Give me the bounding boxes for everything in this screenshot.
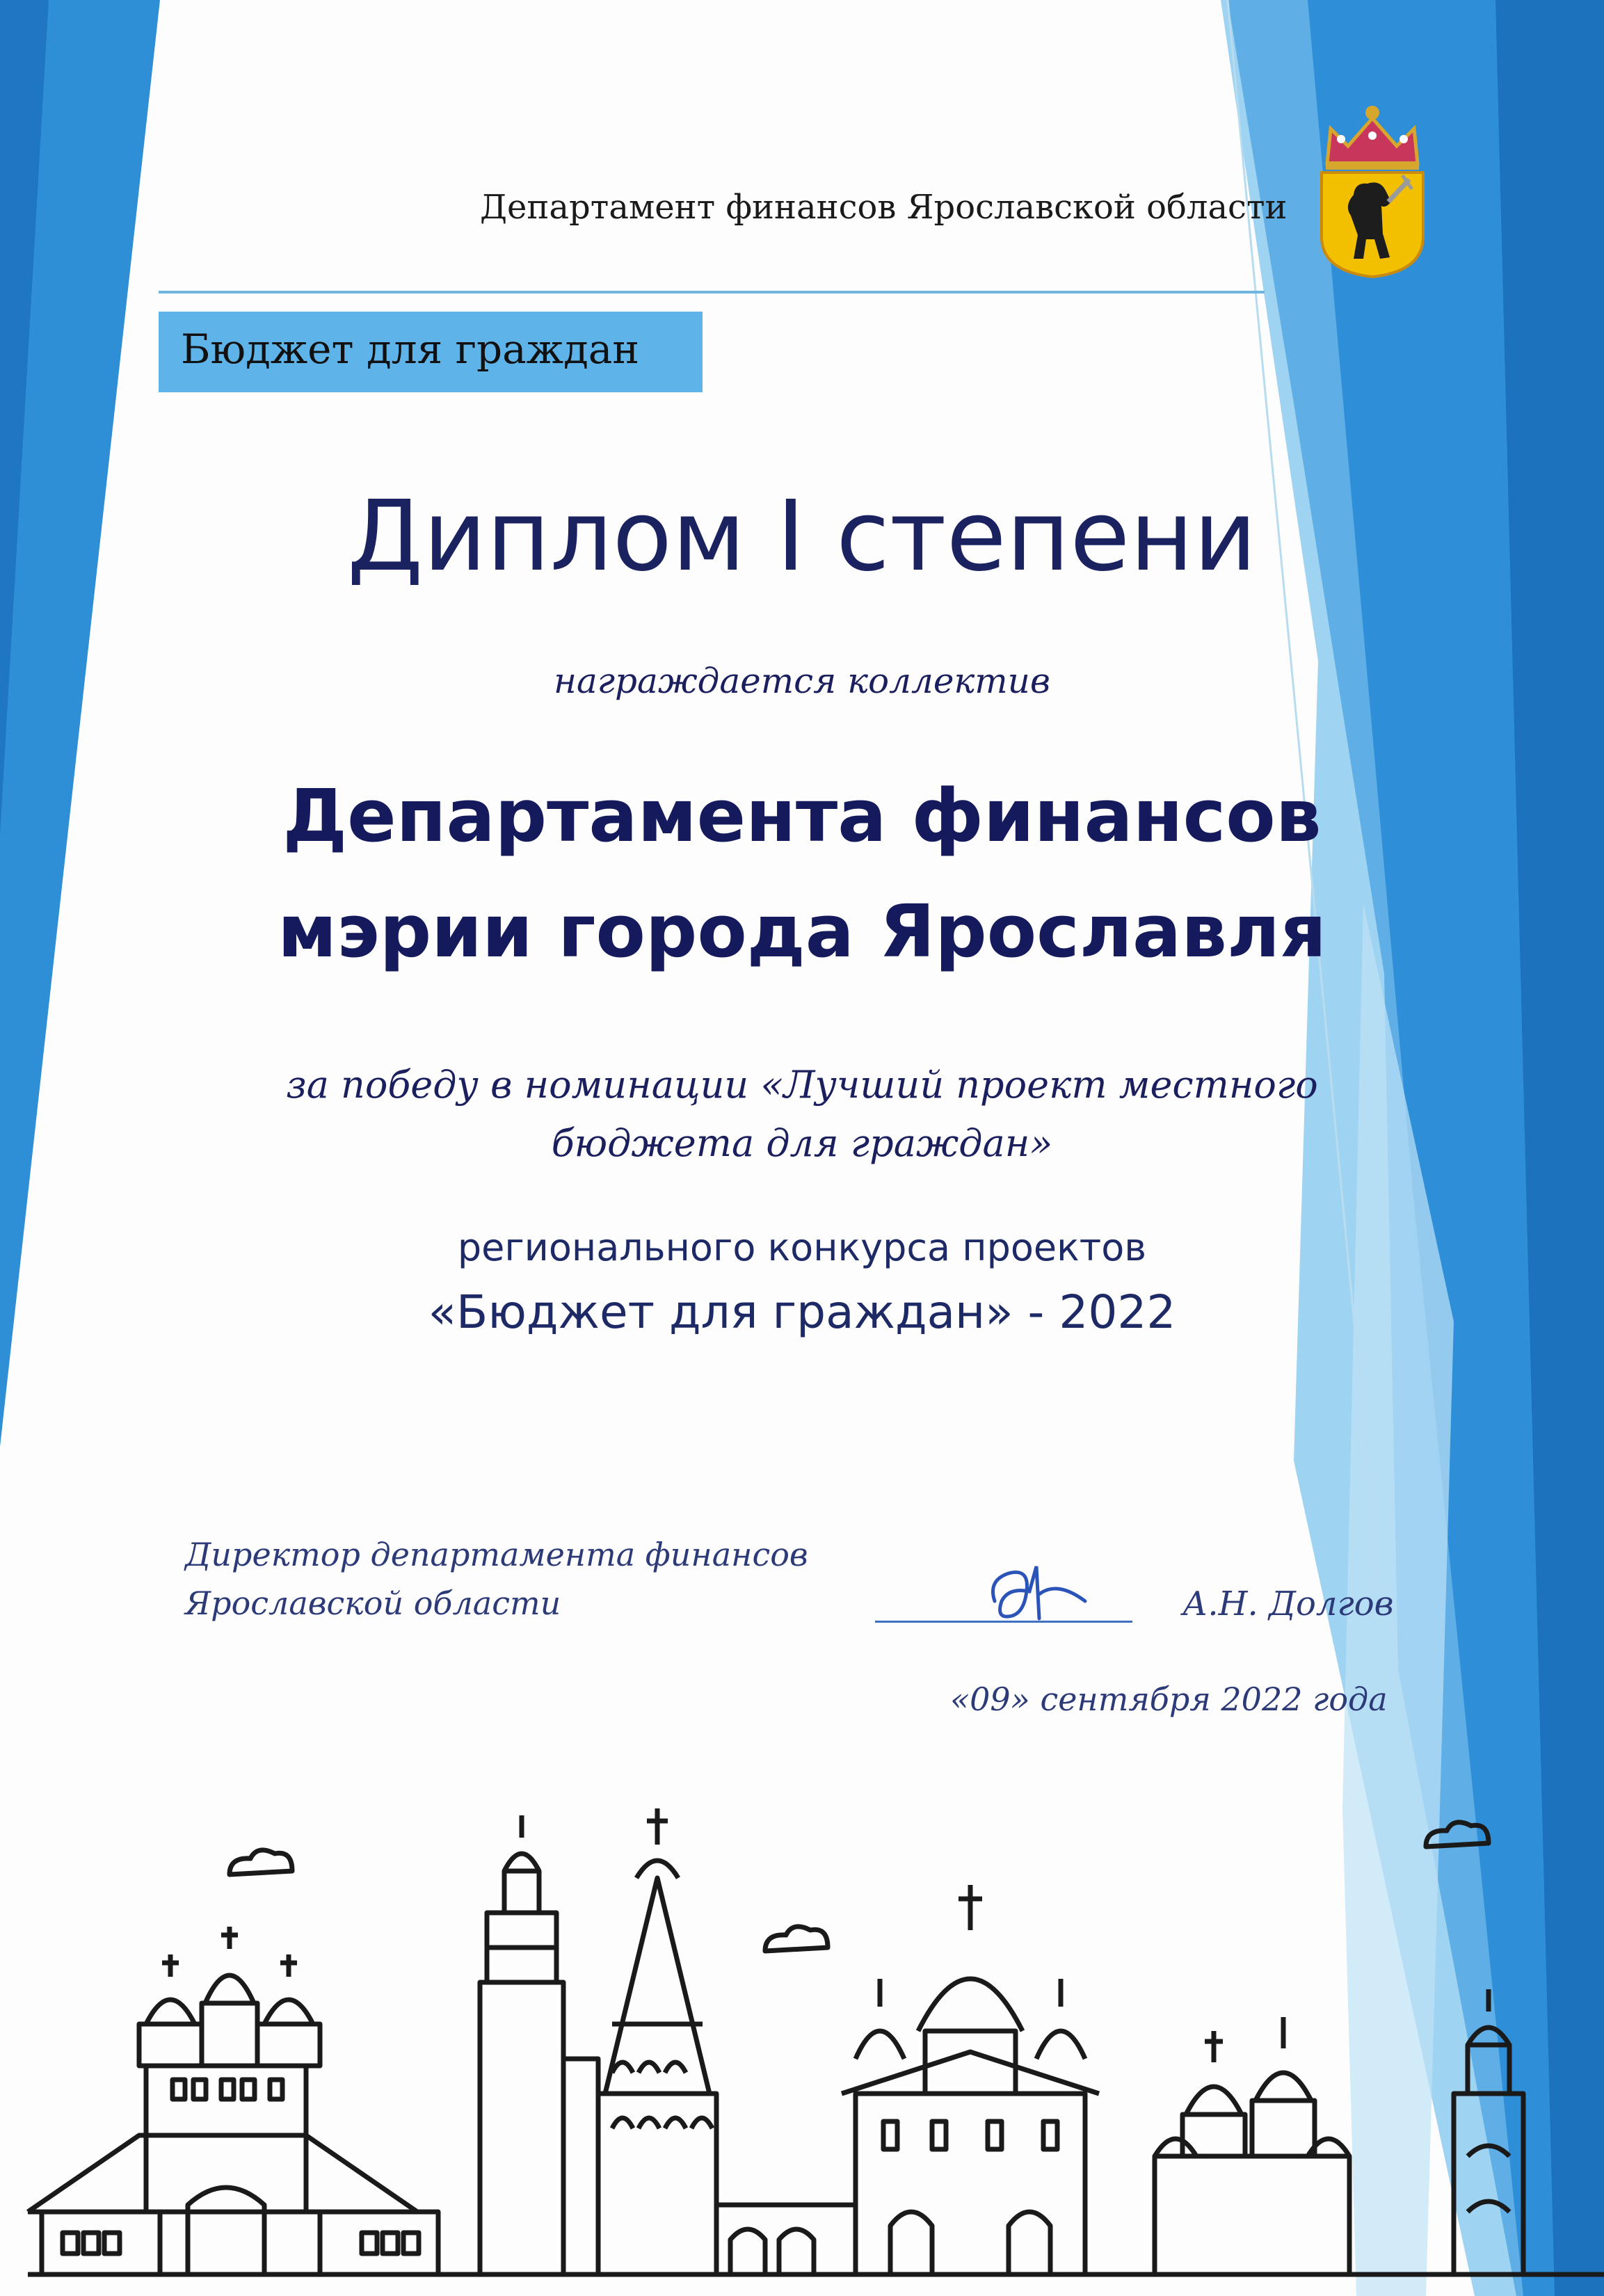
award-intro: награждается коллектив <box>554 661 1050 701</box>
handwritten-signature <box>981 1552 1099 1629</box>
recipient-line-2: мэрии города Ярославля <box>278 889 1326 974</box>
header-organization: Департамент финансов Ярославской области <box>480 188 1288 227</box>
header-divider <box>159 291 1265 294</box>
yaroslavl-coat-of-arms-icon <box>1313 97 1431 278</box>
signer-position-line-2: Ярославской области <box>185 1584 561 1622</box>
signer-name: А.Н. Долгов <box>1182 1584 1394 1623</box>
nomination-line-2: бюджета для граждан» <box>551 1121 1053 1165</box>
nomination-line-1: за победу в номинации «Лучший проект местного <box>286 1063 1318 1107</box>
category-tag-label: Бюджет для граждан <box>181 326 640 373</box>
city-skyline-illustration <box>0 1795 1604 2296</box>
contest-line-2: «Бюджет для граждан» - 2022 <box>428 1285 1176 1339</box>
contest-line-1: регионального конкурса проектов <box>457 1226 1147 1269</box>
diploma-title: Диплом I степени <box>347 480 1257 593</box>
signer-position-line-1: Директор департамента финансов <box>185 1536 808 1573</box>
recipient-line-1: Департамента финансов <box>282 773 1322 858</box>
signing-date: «09» сентября 2022 года <box>950 1680 1388 1718</box>
